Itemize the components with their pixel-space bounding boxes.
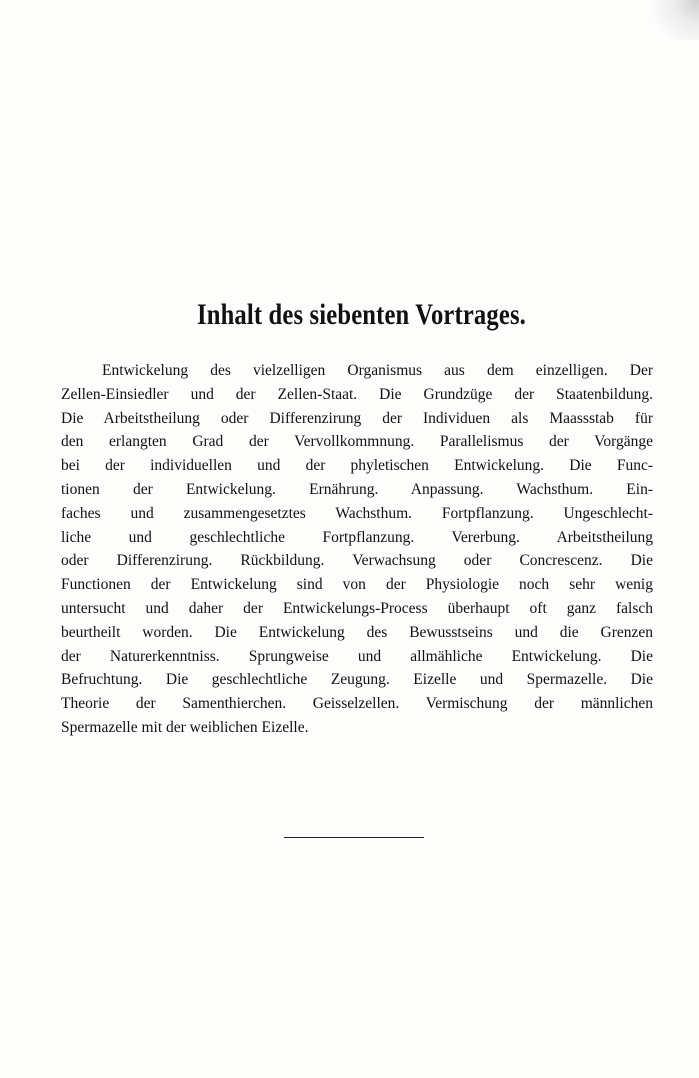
section-divider xyxy=(284,837,424,838)
summary-line: beurtheilt worden. Die Entwickelung des Bewusstseins und die Grenzen xyxy=(61,623,653,641)
summary-line: faches und zusammengesetztes Wachsthum. Fortpflanzung. Ungeschlecht- xyxy=(61,504,653,522)
summary-line: untersucht und daher der Entwickelungs-Process überhaupt oft ganz falsch xyxy=(61,599,653,617)
summary-line: Entwickelung des vielzelligen Organismus aus dem einzelligen. Der xyxy=(102,362,653,379)
summary-line: den erlangten Grad der Vervollkommnung. Parallelismus der Vorgänge xyxy=(61,433,653,451)
summary-line: Theorie der Samenthierchen. Geisselzellen. Vermischung der männlichen xyxy=(61,695,653,713)
summary-line: Die Arbeitstheilung oder Differenzirung der Individuen als Maassstab für xyxy=(61,409,653,427)
summary-line: Befruchtung. Die geschlechtliche Zeugung. Eizelle und Spermazelle. Die xyxy=(61,671,653,689)
summary-line: liche und geschlechtliche Fortpflanzung. Vererbung. Arbeitstheilung xyxy=(61,528,653,546)
summary-line: tionen der Entwickelung. Ernährung. Anpassung. Wachsthum. Ein- xyxy=(61,480,653,498)
chapter-title: Inhalt des siebenten Vortrages. xyxy=(196,298,526,331)
summary-line: oder Differenzirung. Rückbildung. Verwachsung oder Concrescenz. Die xyxy=(61,552,653,570)
summary-line: Functionen der Entwickelung sind von der Physiologie noch sehr wenig xyxy=(61,576,653,594)
page-corner-smudge xyxy=(639,0,699,40)
summary-line: Spermazelle mit der weiblichen Eizelle. xyxy=(61,718,309,736)
summary-line: Zellen-Einsiedler und der Zellen-Staat. Die Grundzüge der Staatenbildung. xyxy=(61,385,653,403)
summary-line: bei der individuellen und der phyletischen Entwickelung. Die Func- xyxy=(61,457,653,475)
chapter-summary xyxy=(61,359,653,740)
summary-line: der Naturerkenntniss. Sprungweise und allmähliche Entwickelung. Die xyxy=(61,647,653,665)
